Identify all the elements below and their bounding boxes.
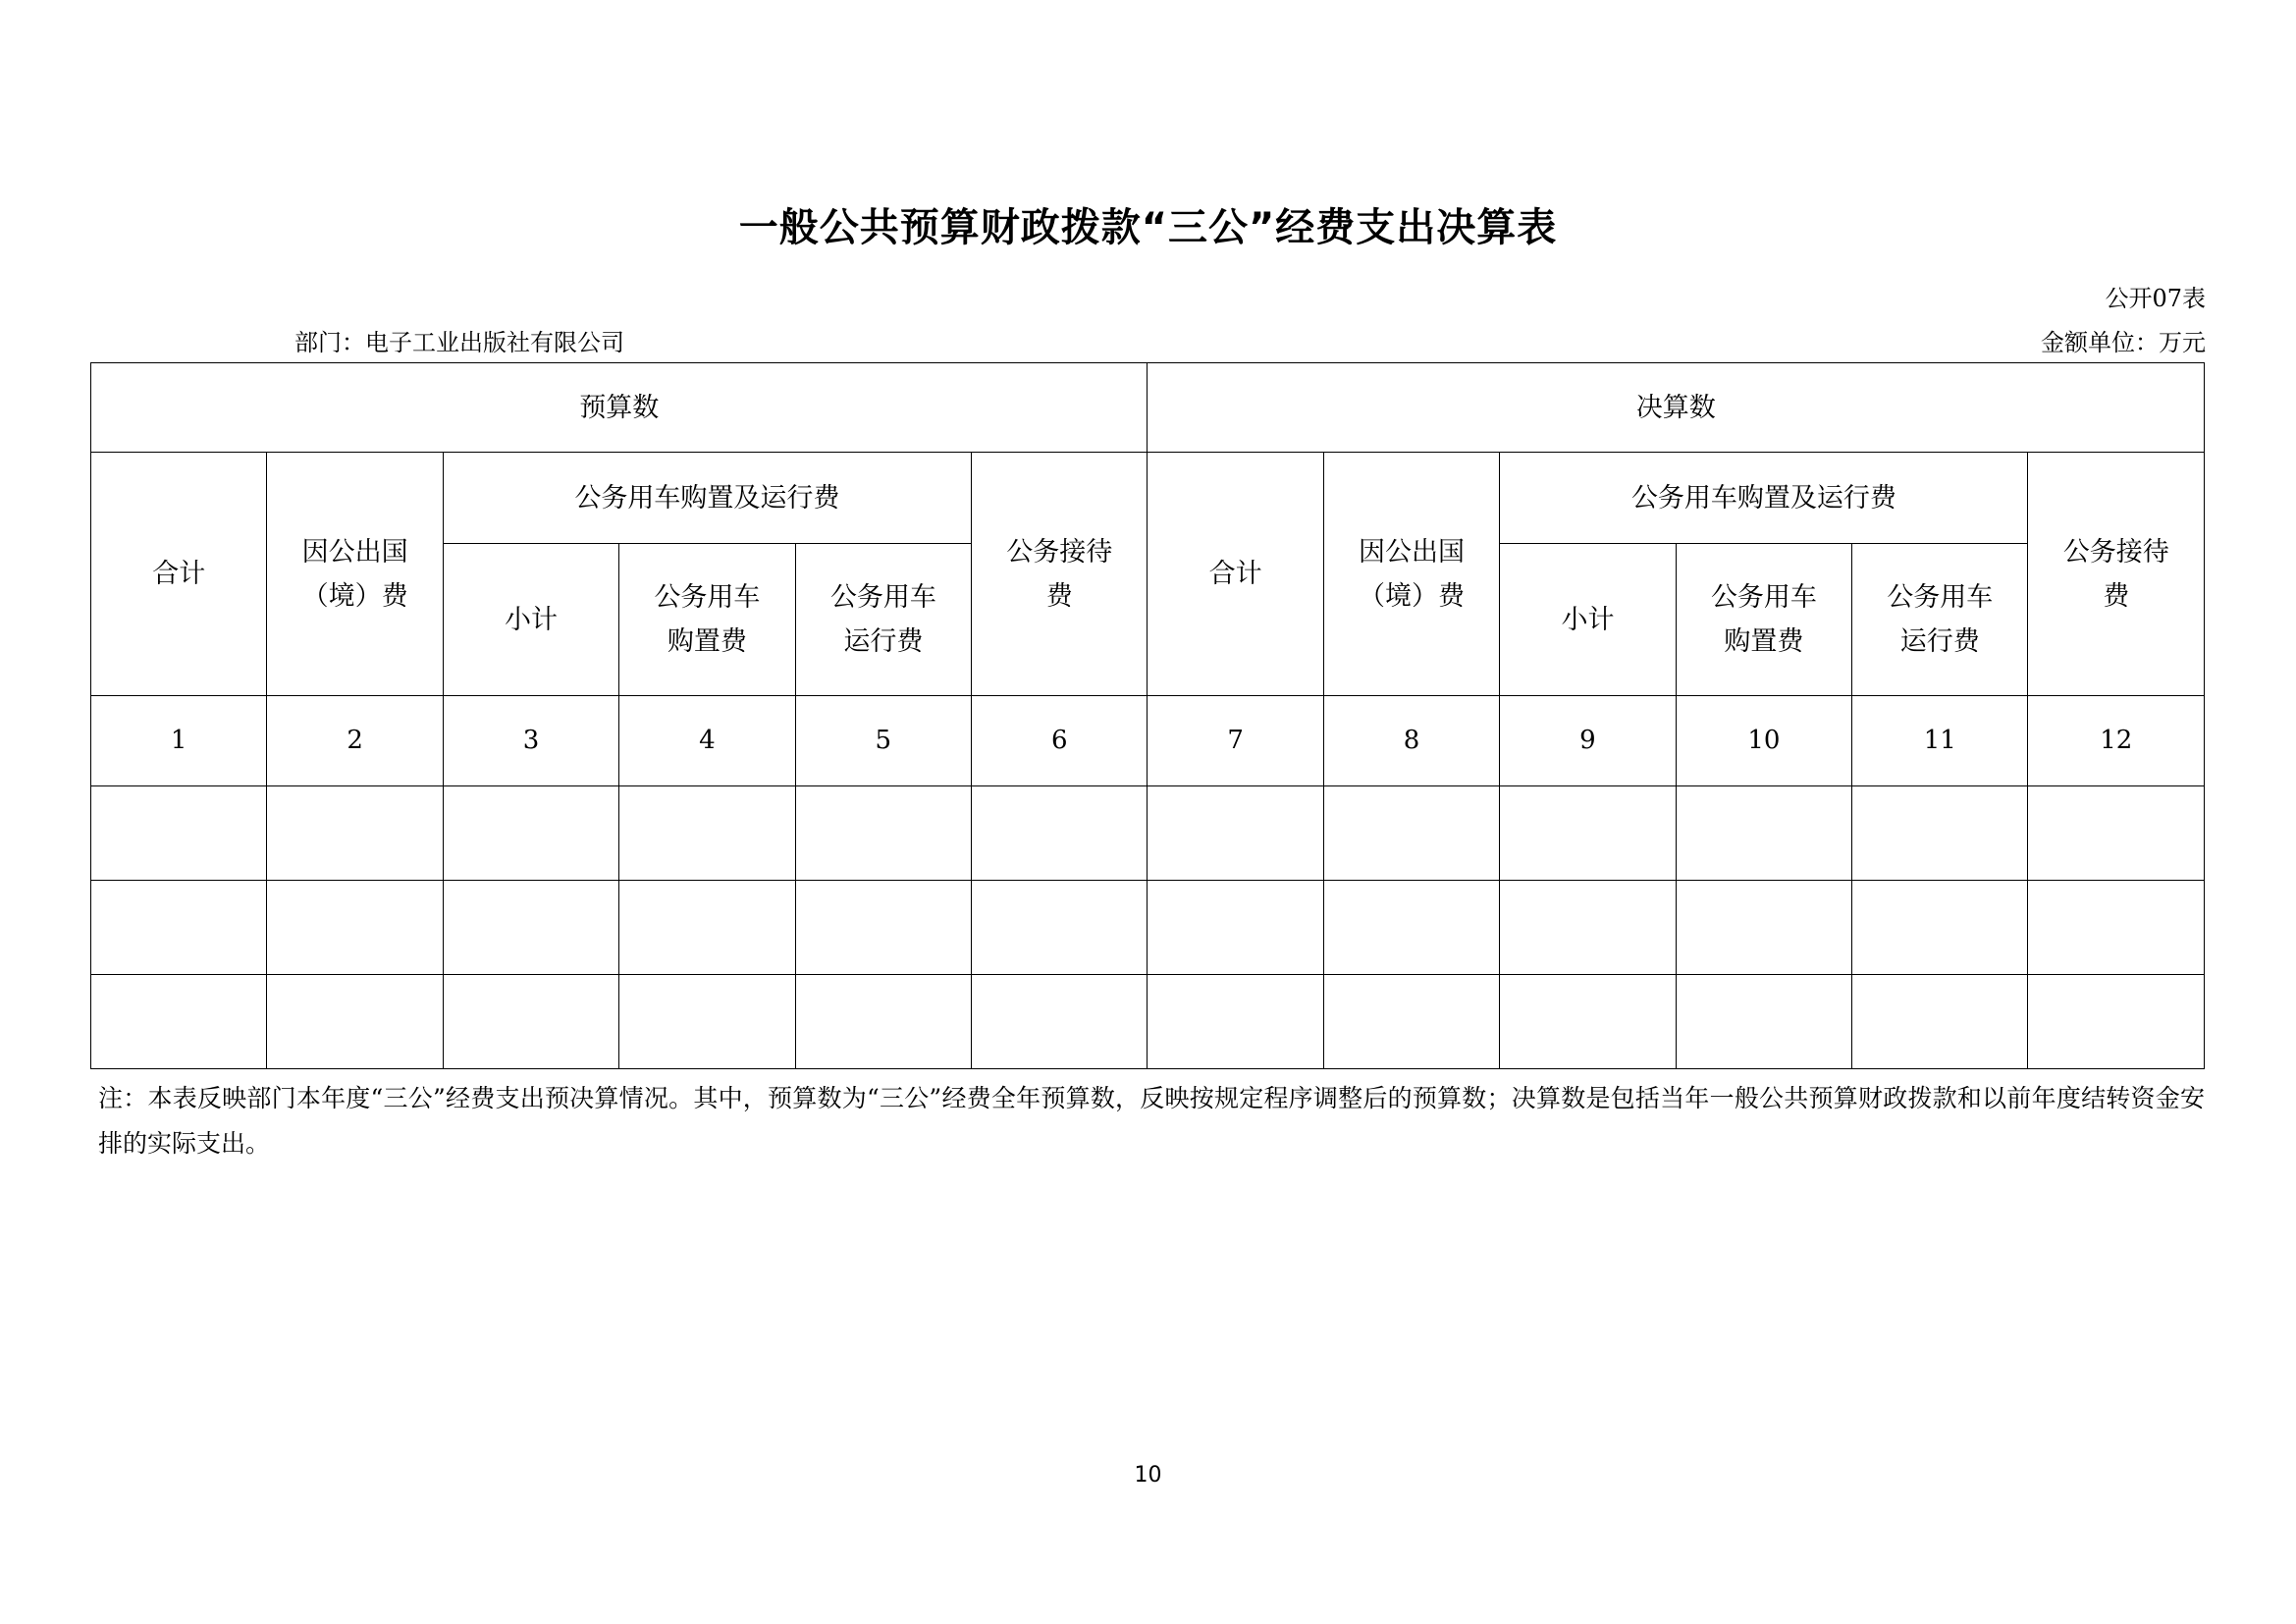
table-cell	[443, 881, 618, 975]
table-cell	[1500, 975, 1676, 1069]
page-number: 10	[1134, 1463, 1162, 1488]
budget-group-header: 预算数	[91, 363, 1148, 453]
table-cell	[619, 881, 795, 975]
table-cell	[2028, 975, 2205, 1069]
final-reception-header	[2028, 453, 2205, 696]
column-number: 2	[267, 696, 443, 786]
column-number: 10	[1676, 696, 1851, 786]
table-cell	[91, 881, 267, 975]
budget-reception-header	[972, 453, 1148, 696]
final-operation-header	[1852, 544, 2028, 696]
budget-purchase-header	[619, 544, 795, 696]
table-cell	[443, 975, 618, 1069]
final-purchase-header-line1: 公务用车	[1710, 582, 1817, 613]
expense-table	[90, 362, 2205, 1069]
final-total-header: 合计	[1148, 453, 1323, 696]
final-operation-header-line1: 公务用车	[1887, 582, 1994, 613]
column-number: 5	[795, 696, 971, 786]
final-reception-header-line1: 公务接待	[2062, 536, 2169, 568]
final-reception-header-line2: 费	[2103, 580, 2130, 612]
column-number-row	[91, 696, 2205, 786]
budget-operation-header-line2: 运行费	[843, 626, 924, 657]
final-vehicle-group-header: 公务用车购置及运行费	[1500, 453, 2028, 544]
document-title: 一般公共预算财政拨款“三公”经费支出决算表	[738, 205, 1558, 250]
form-number: 公开07表	[2105, 285, 2206, 312]
table-cell	[267, 881, 443, 975]
table-cell	[1148, 786, 1323, 881]
final-group-header: 决算数	[1148, 363, 2205, 453]
table-cell	[972, 881, 1148, 975]
table-cell	[619, 786, 795, 881]
table-cell	[1676, 881, 1851, 975]
budget-operation-header	[795, 544, 971, 696]
table-cell	[91, 786, 267, 881]
column-number: 4	[619, 696, 795, 786]
table-cell	[443, 786, 618, 881]
table-cell	[795, 786, 971, 881]
expense-table-container	[90, 362, 2205, 1069]
table-cell	[1852, 975, 2028, 1069]
table-row	[91, 975, 2205, 1069]
final-abroad-header-line2: （境）费	[1359, 580, 1466, 612]
table-cell	[795, 975, 971, 1069]
column-number: 7	[1148, 696, 1323, 786]
table-row	[91, 881, 2205, 975]
table-cell	[2028, 881, 2205, 975]
table-cell	[972, 786, 1148, 881]
column-number: 9	[1500, 696, 1676, 786]
final-purchase-header	[1676, 544, 1851, 696]
column-number: 3	[443, 696, 618, 786]
table-cell	[267, 975, 443, 1069]
budget-vehicle-group-header: 公务用车购置及运行费	[443, 453, 971, 544]
table-cell	[1500, 786, 1676, 881]
table-cell	[1323, 975, 1499, 1069]
table-cell	[1500, 881, 1676, 975]
table-cell	[1148, 975, 1323, 1069]
unit-label: 金额单位：万元	[2041, 329, 2206, 356]
budget-operation-header-line1: 公务用车	[829, 582, 936, 613]
budget-total-header: 合计	[91, 453, 267, 696]
department-label: 部门：电子工业出版社有限公司	[294, 329, 624, 356]
table-cell	[1323, 881, 1499, 975]
budget-reception-header-line1: 公务接待	[1006, 536, 1113, 568]
budget-subtotal-header: 小计	[443, 544, 618, 696]
table-cell	[1148, 881, 1323, 975]
column-number: 8	[1323, 696, 1499, 786]
column-number: 12	[2028, 696, 2205, 786]
table-cell	[1676, 975, 1851, 1069]
budget-abroad-header	[267, 453, 443, 696]
table-note: 注：本表反映部门本年度“三公”经费支出预决算情况。其中，预算数为“三公”经费全年预算数，反映按规定程序调整后的预算数；决算数是包括当年一般公共预算财政拨款和以前年度结转资金安排的实际支出。	[98, 1084, 2205, 1158]
budget-purchase-header-line2: 购置费	[667, 626, 747, 657]
final-subtotal-header: 小计	[1500, 544, 1676, 696]
budget-abroad-header-line2: （境）费	[301, 580, 408, 612]
column-number: 11	[1852, 696, 2028, 786]
table-cell	[619, 975, 795, 1069]
table-cell	[1323, 786, 1499, 881]
column-header-row	[91, 453, 2205, 544]
final-abroad-header	[1323, 453, 1499, 696]
column-number: 6	[972, 696, 1148, 786]
table-cell	[1676, 786, 1851, 881]
table-cell	[267, 786, 443, 881]
final-purchase-header-line2: 购置费	[1724, 626, 1804, 657]
table-cell	[91, 975, 267, 1069]
table-cell	[1852, 881, 2028, 975]
final-operation-header-line2: 运行费	[1899, 626, 1980, 657]
group-header-row	[91, 363, 2205, 453]
budget-abroad-header-line1: 因公出国	[301, 536, 408, 568]
table-cell	[972, 975, 1148, 1069]
column-number: 1	[91, 696, 267, 786]
final-abroad-header-line1: 因公出国	[1359, 536, 1466, 568]
budget-purchase-header-line1: 公务用车	[654, 582, 761, 613]
table-cell	[795, 881, 971, 975]
table-row	[91, 786, 2205, 881]
budget-reception-header-line2: 费	[1045, 580, 1073, 612]
table-cell	[1852, 786, 2028, 881]
table-cell	[2028, 786, 2205, 881]
